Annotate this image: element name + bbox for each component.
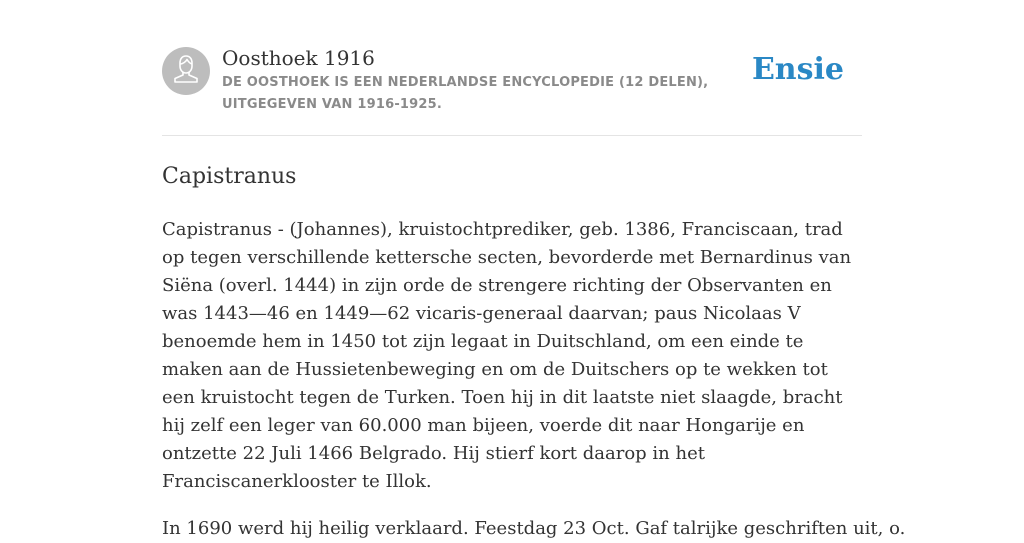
article-paragraph: Capistranus - (Johannes), kruistochtprediker, geb. 1386, Franciscaan, trad op tegen verschillende kettersche secten, bevorderde met Bernardinus van Siëna (overl. 1444) in zijn orde de strengere richting der Observanten en was 1443—46 en 1449—62 vicaris-generaal daarvan; paus Nicolaas V benoemde hem in 1450 tot zijn legaat in Duitschland, om een einde te maken aan de Hussietenbeweging en om de Duitschers op te wekken tot een kruistocht tegen de Turken. Toen hij in dit laatste niet slaagde, bracht hij zelf een leger van 60.000 man bijeen, voerde dit naar Hongarije en ontzette 22 Juli 1466 Belgrado. Hij stierf kort daarop in het Franciscanerklooster te Illok. <box>162 219 852 492</box>
source-header <box>162 44 862 136</box>
article-container <box>162 44 906 543</box>
source-description: DE OOSTHOEK IS EEN NEDERLANDSE ENCYCLOPEDIE (12 DELEN), UITGEGEVEN VAN 1916-1925. <box>222 75 709 112</box>
source-avatar[interactable] <box>162 47 210 95</box>
source-info <box>222 44 762 116</box>
ensie-logo[interactable]: Ensie <box>751 52 844 87</box>
source-name[interactable]: Oosthoek 1916 <box>222 46 375 70</box>
article-title: Capistranus <box>162 164 297 189</box>
article-paragraph: In 1690 werd hij heilig verklaard. Feestdag 23 Oct. Gaf talrijke geschriften uit, o. <box>162 518 906 539</box>
user-icon <box>172 54 200 89</box>
